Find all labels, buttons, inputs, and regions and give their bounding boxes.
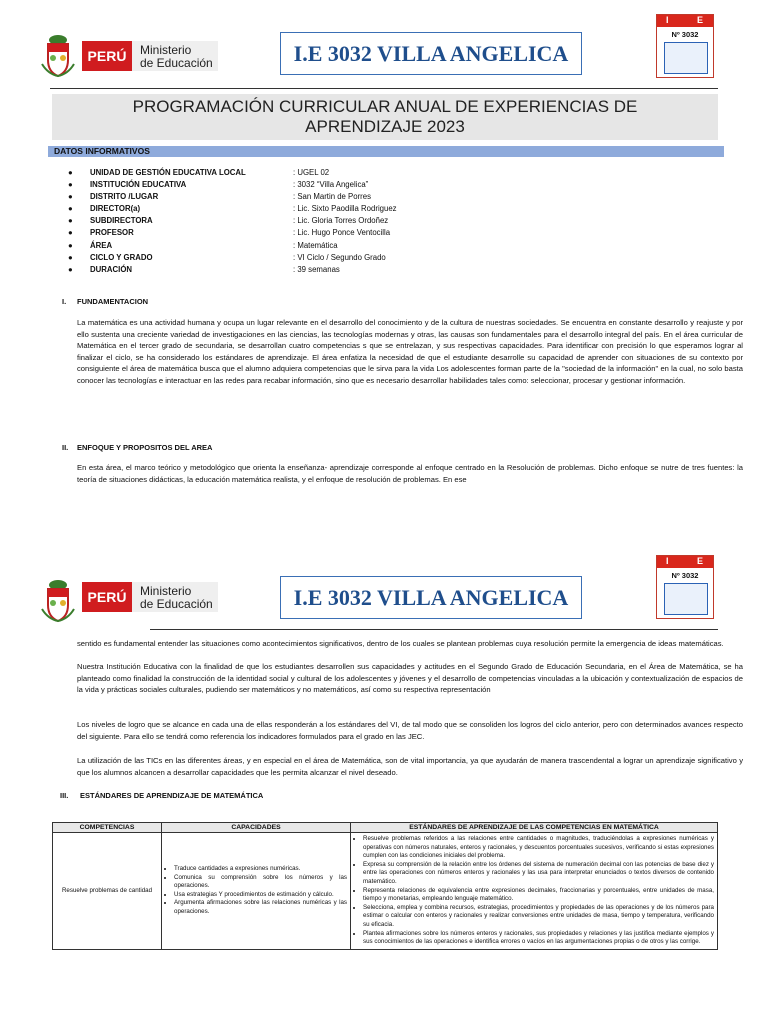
table-header-capacidades: CAPACIDADES xyxy=(162,823,351,833)
peru-label: PERÚ xyxy=(82,582,132,612)
datos-item-label: DISTRITO /LUGAR xyxy=(90,192,159,202)
table-header-competencias: COMPETENCIAS xyxy=(53,823,162,833)
table-row xyxy=(53,833,718,950)
datos-item-value: : 39 semanas xyxy=(293,264,340,274)
table-header-row xyxy=(53,823,718,833)
badge-number: Nº 3032 xyxy=(671,571,699,580)
datos-item xyxy=(68,227,718,239)
bullet-icon: ● xyxy=(68,228,73,238)
datos-item xyxy=(68,167,718,179)
bullet-icon: ● xyxy=(68,240,73,250)
badge-emblem-icon xyxy=(664,42,708,74)
competencia-cell xyxy=(53,833,162,950)
datos-item-label: DIRECTOR(a) xyxy=(90,204,141,214)
section-2-title: ENFOQUE Y PROPOSITOS DEL AREA xyxy=(77,443,213,452)
table-header-estandares: ESTÁNDARES DE APRENDIZAJE DE LAS COMPETENCIAS EN MATEMÁTICA xyxy=(351,823,718,833)
section-2-num: II. xyxy=(62,443,69,452)
estandar-item: • Plantea afirmaciones sobre los números enteros y racionales, sus propiedades y relaciones y las justifica mediante ejemplos y sus conocimientos de las operaciones e identifica errores o vacíos en las argumentaciones propias o de otros y las corrige. xyxy=(363,930,714,947)
capacidad-item: • Comunica su comprensión sobre los números y las operaciones. xyxy=(174,874,347,891)
header-divider xyxy=(50,88,718,89)
datos-item-label: SUBDIRECTORA xyxy=(90,216,153,226)
datos-item-value: : UGEL 02 xyxy=(293,168,330,177)
bullet-icon: ● xyxy=(68,192,73,202)
datos-item-label: INSTITUCIÓN EDUCATIVA xyxy=(90,180,187,190)
estandares-list xyxy=(354,835,714,947)
section-2-heading xyxy=(62,443,212,452)
badge-i: I xyxy=(666,556,669,566)
page-2-para-2: Nuestra Institución Educativa con la finalidad de que los estudiantes desarrollen sus capacidades y actitudes en el Segundo Grado de Educación Secundaria, en el Área de Matemática, se ha planteado como finalidad la construcción de la identidad social y cultural de los adolescentes y jóvenes y el desarrollo de competencias vinculadas a la ubicación y contextualización de espacios de la vida y prácticas sociales culturales, pudiendo ser matemáticos y no matemáticos, así como su respectiva representación xyxy=(77,662,743,694)
page-2-para-1: sentido es fundamental entender las situaciones como acontecimientos significativos, dentro de los cuales se plantean problemas cuya resolución permite la emergencia de ideas matemáticas. xyxy=(77,639,724,648)
datos-list xyxy=(68,167,718,276)
banner-line-2: APRENDIZAJE 2023 xyxy=(305,117,465,136)
datos-item xyxy=(68,191,718,203)
peru-label: PERÚ xyxy=(82,41,132,71)
section-1-heading xyxy=(62,297,148,306)
badge-number: Nº 3032 xyxy=(671,30,699,39)
datos-item xyxy=(68,179,718,191)
estandares-cell xyxy=(351,833,718,950)
datos-item-value: : Lic. Sixto Paodilla Rodriguez xyxy=(293,204,397,214)
datos-item-value: : Matemática xyxy=(293,240,338,250)
peru-shield-icon xyxy=(38,579,78,623)
badge-i: I xyxy=(666,15,669,25)
standards-table xyxy=(52,822,718,950)
datos-item xyxy=(68,240,718,252)
datos-item-label: UNIDAD DE GESTIÓN EDUCATIVA LOCAL xyxy=(90,168,246,177)
bullet-icon: ● xyxy=(68,264,73,274)
datos-item-label: PROFESOR xyxy=(90,228,134,238)
page-2-para-3: Los niveles de logro que se alcance en cada una de ellas responderán a los estándares del VI, de tal modo que se consoliden los logros del ciclo anterior, pero con determinados avances respecto del siguiente. Para ello se tendrá como referencia los indicadores formulados para el grado en las JEC. xyxy=(77,720,743,741)
ministerio-box xyxy=(132,41,218,71)
peru-shield-icon xyxy=(38,34,78,78)
datos-item-value: : San Martin de Porres xyxy=(293,192,372,202)
bullet-icon: ● xyxy=(68,216,73,226)
badge-emblem-icon xyxy=(664,583,708,615)
datos-heading: DATOS INFORMATIVOS xyxy=(48,146,724,157)
ministerio-line-2: de Educación xyxy=(140,56,213,70)
section-1-title: FUNDAMENTACION xyxy=(77,297,149,306)
datos-item xyxy=(68,203,718,215)
badge-e: E xyxy=(697,556,704,566)
page-2-para-4: La utilización de las TICs en las diferentes áreas, y en especial en el área de Matemática, son de vital importancia, ya que ayudarán de manera trascendental a lograr un aprendizaje significativo y que los alumnos alcancen a desarrollar capacidades que les permita alcanzar el nivel deseado. xyxy=(77,756,743,777)
section-3-heading xyxy=(60,791,263,800)
estandar-item: • Selecciona, emplea y combina recursos, estrategias, procedimientos y propiedades de las operaciones y de los números para estimar o calcular con enteros y racionales y realizar conversiones entre unidades de masa, tiempo y temperatura, verificando su eficacia. xyxy=(363,904,714,930)
school-badge xyxy=(656,555,714,619)
section-3-title: ESTÁNDARES DE APRENDIZAJE DE MATEMÁTICA xyxy=(80,791,264,800)
datos-item xyxy=(68,264,718,276)
section-2-text: En esta área, el marco teórico y metodológico que orienta la enseñanza- aprendizaje corresponde al enfoque centrado en la Resolución de problemas. Dicho enfoque se nutre de tres fuentes: la teoría de situaciones didácticas, la educación matemática realista, y el enfoque de resolución de problemas. En ese xyxy=(77,463,743,484)
header-page-1 xyxy=(0,0,768,90)
datos-item-value: : Lic. Gloria Torres Ordoñez xyxy=(293,216,389,226)
header-page-2 xyxy=(0,545,768,635)
estandar-item: • Representa relaciones de equivalencia entre expresiones decimales, fraccionarias y porcentuales, entre unidades de masa, tiempo y monetarias, empleando lenguaje matemático. xyxy=(363,887,714,904)
ministerio-line-1: Ministerio xyxy=(140,43,192,57)
bullet-icon: ● xyxy=(68,204,73,214)
competencia-text: Resuelve problemas de cantidad xyxy=(61,887,153,895)
bullet-icon: ● xyxy=(68,252,73,262)
datos-item-value: : 3032 “Villa Angelica” xyxy=(293,180,369,190)
capacidad-item: • Traduce cantidades a expresiones numéricas. xyxy=(174,865,347,874)
ministerio-box xyxy=(132,582,218,612)
datos-item-value: : VI Ciclo / Segundo Grado xyxy=(293,252,386,262)
program-banner xyxy=(52,94,718,140)
section-3-num: III. xyxy=(60,791,69,800)
school-title: I.E 3032 VILLA ANGELICA xyxy=(280,576,582,619)
datos-item-label: CICLO Y GRADO xyxy=(90,252,153,262)
datos-item-label: ÁREA xyxy=(90,240,113,250)
datos-item xyxy=(68,215,718,227)
school-badge xyxy=(656,14,714,78)
estandar-item: • Resuelve problemas referidos a las relaciones entre cantidades o magnitudes, traduciéndolas a expresiones numéricas y operativas con números naturales, enteros y racionales, y descuentos porcentuales sucesivos, verificando si estas expresiones cumplen con las condiciones iniciales del problema. xyxy=(363,835,714,861)
estandar-item: • Expresa su comprensión de la relación entre los órdenes del sistema de numeración decimal con las potencias de base diez y entre las operaciones con números enteros y racionales y las usa para interpretar enunciados o textos diversos de contenido matemático. xyxy=(363,861,714,887)
capacidad-item: • Argumenta afirmaciones sobre las relaciones numéricas y las operaciones. xyxy=(174,899,347,916)
bullet-icon: ● xyxy=(68,180,73,190)
capacidades-list xyxy=(165,865,347,917)
datos-item-value: : Lic. Hugo Ponce Ventocilla xyxy=(293,228,391,238)
ministerio-line-2: de Educación xyxy=(140,597,213,611)
capacidad-item: • Usa estrategias Y procedimientos de estimación y cálculo. xyxy=(174,891,347,900)
badge-e: E xyxy=(697,15,704,25)
section-1-text: La matemática es una actividad humana y ocupa un lugar relevante en el desarrollo del conocimiento y de la cultura de nuestras sociedades. Se encuentra en constante desarrollo y reajuste y por ello sustenta una creciente variedad de investigaciones en las ciencias, las tecnologías modernas y otras, las causas son fundamentales para el desarrollo integral del país. En el área curricular de Matemática en el tercer grado de secundaria, se desarrollan cuatro competencias s que se entrelazan, y sus respectivas capacidades. Para identificar con precisión lo que esperamos lograr al finalizar el ciclo, se ha considerado los estándares de aprendizaje. El área enfatiza la necesidad de que el estudiante desarrolle su capacidad de aprender con situaciones de su contexto por consiguiente el área de matemática busca que el alumno adquiera competencias que le sirva para la vida Los adolescentes forman parte de la "sociedad de la información" en la cual, no solo basta conocer las tecnologías e interactuar en las redes para recabar información, sino que es necesario desarrollar habilidades tales como: seleccionar, procesar y gestionar información. xyxy=(77,318,743,385)
capacidades-cell xyxy=(162,833,351,950)
header-divider xyxy=(150,629,718,630)
banner-line-1: PROGRAMACIÓN CURRICULAR ANUAL DE EXPERIENCIAS DE xyxy=(132,97,638,116)
section-1-num: I. xyxy=(62,297,67,306)
school-title: I.E 3032 VILLA ANGELICA xyxy=(280,32,582,75)
bullet-icon: ● xyxy=(68,168,73,177)
datos-item-label: DURACIÓN xyxy=(90,264,133,274)
datos-item xyxy=(68,252,718,264)
ministerio-line-1: Ministerio xyxy=(140,584,192,598)
